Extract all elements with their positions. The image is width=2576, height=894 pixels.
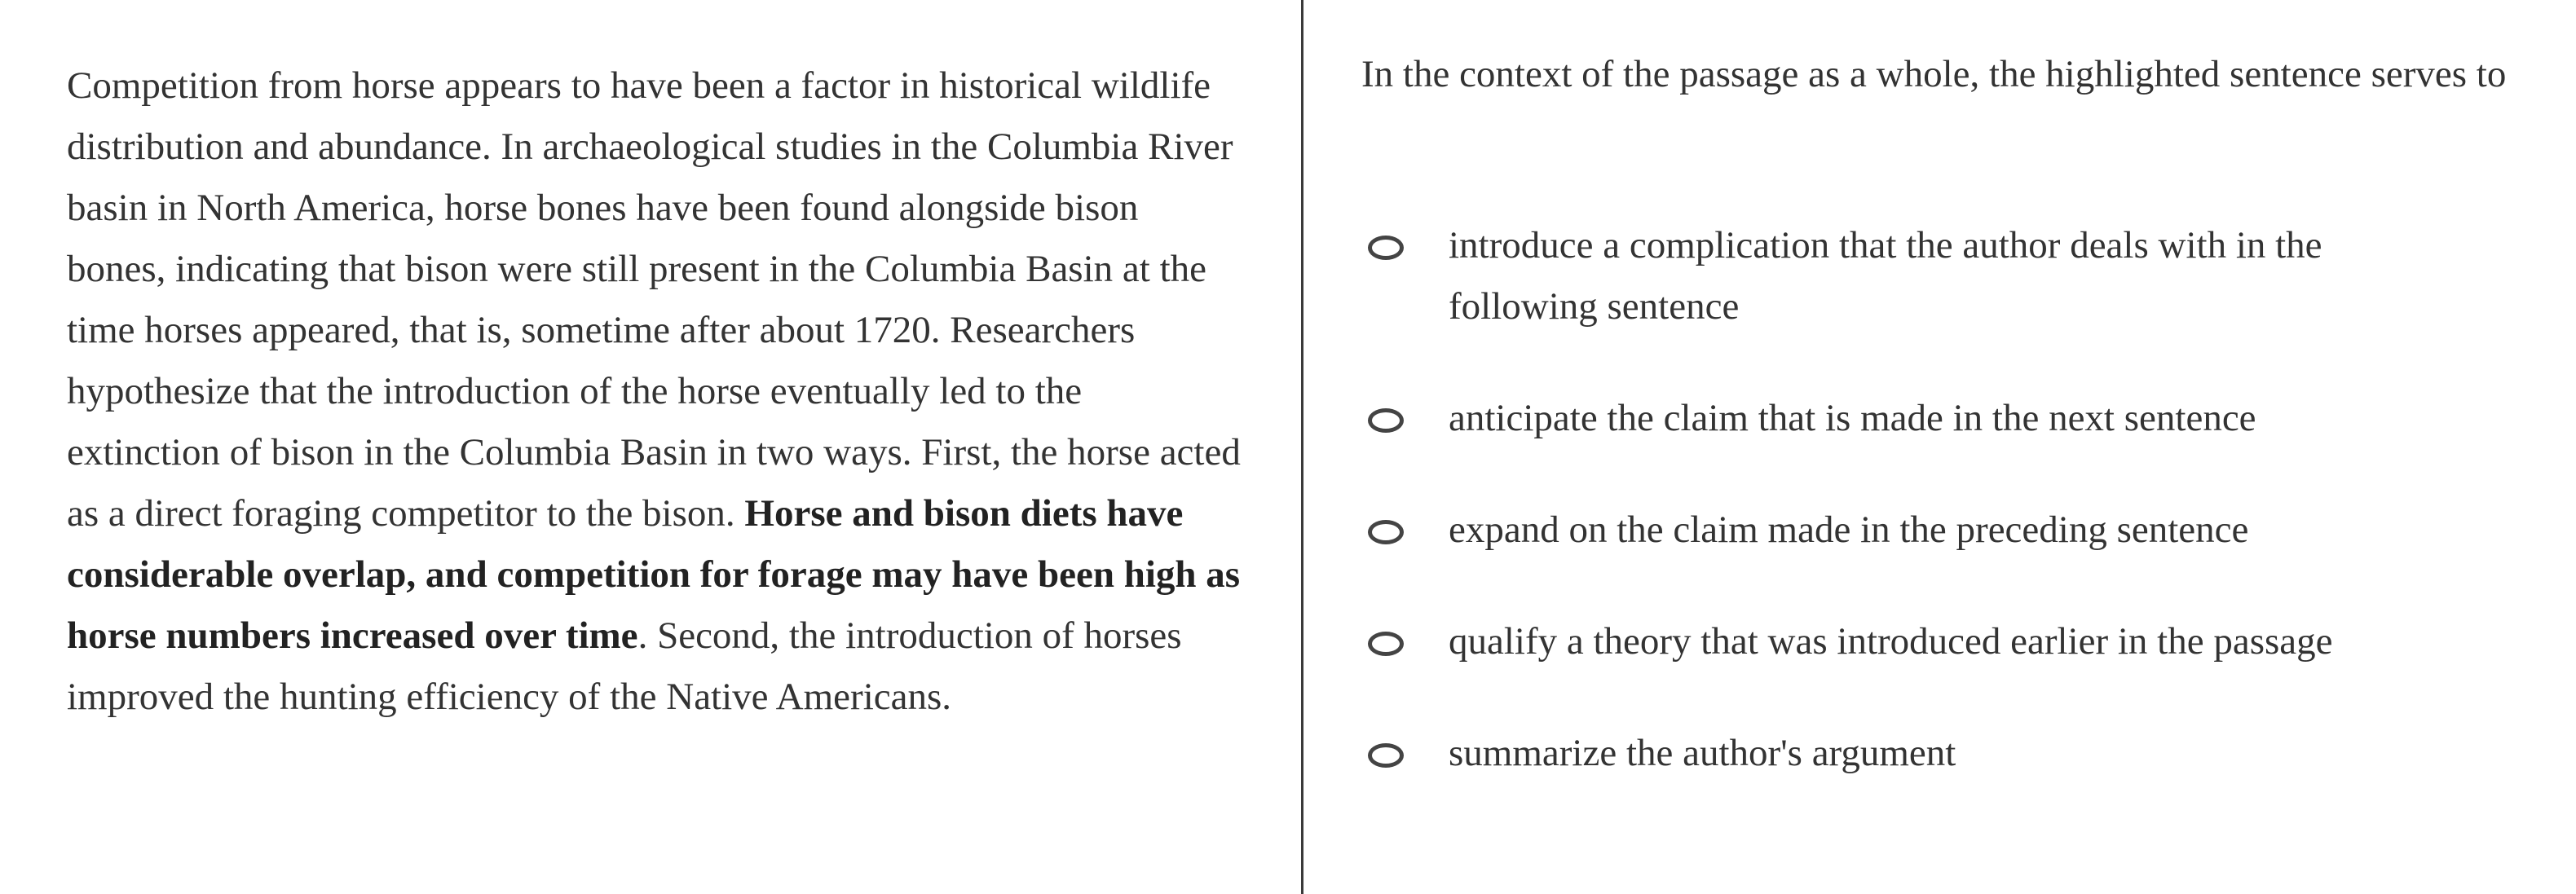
answer-option-label: qualify a theory that was introduced earlier in the passage	[1449, 620, 2333, 663]
passage-text	[67, 55, 1241, 728]
answer-option-a[interactable]	[1361, 215, 2503, 337]
radio-button-icon[interactable]	[1368, 743, 1404, 768]
passage-text-after: . Second, the introduction of horses improved the hunting efficiency of the Native Americans.	[67, 614, 1182, 718]
answer-option-label: expand on the claim made in the preceding sentence	[1449, 509, 2249, 551]
question-pane	[1304, 0, 2576, 894]
passage-text-before: Competition from horse appears to have been a factor in historical wildlife distribution and abundance. In archaeological studies in the Columbia River basin in North America, horse bones have been found alongside bison bones, indicating that bison were still present in the Columbia Basin at the time horses appeared, that is, sometime after about 1720. Researchers hypothesize that the introduction of the horse eventually led to the extinction of bison in the Columbia Basin in two ways. First, the horse acted as a direct foraging competitor to the bison.	[67, 64, 1241, 535]
pane-divider	[1301, 0, 1303, 894]
radio-button-icon[interactable]	[1368, 520, 1404, 544]
radio-button-icon[interactable]	[1368, 236, 1404, 260]
answer-option-e[interactable]	[1361, 723, 2503, 784]
answer-option-label: introduce a complication that the author deals with in the following sentence	[1449, 224, 2322, 328]
answer-option-label: summarize the author's argument	[1449, 732, 1956, 774]
radio-button-icon[interactable]	[1368, 408, 1404, 433]
radio-button-icon[interactable]	[1368, 632, 1404, 656]
highlighted-sentence: Horse and bison diets have considerable overlap, and competition for forage may have been high as horse numbers increased over time	[67, 492, 1241, 657]
answer-option-b[interactable]	[1361, 388, 2503, 449]
answer-option-label: anticipate the claim that is made in the next sentence	[1449, 397, 2256, 439]
answer-option-d[interactable]	[1361, 611, 2503, 672]
answer-option-c[interactable]	[1361, 500, 2503, 561]
question-stem: In the context of the passage as a whole, the highlighted sentence serves to	[1361, 53, 2507, 95]
answer-options	[1361, 215, 2503, 784]
